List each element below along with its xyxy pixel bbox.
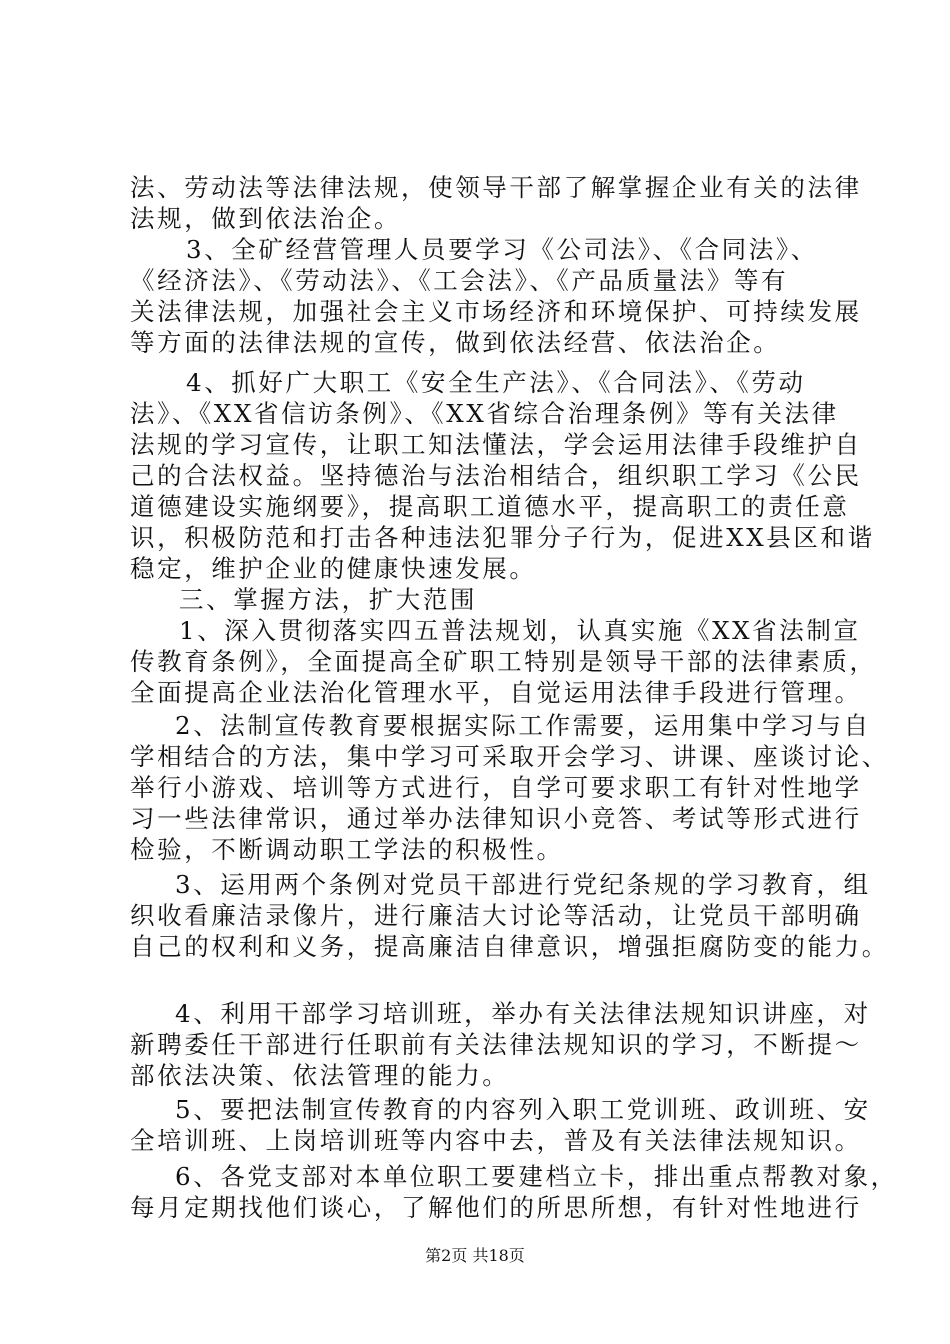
text-line: 稳定，维护企业的健康快速发展。 [130,554,537,583]
text-line: 检验，不断调动职工学法的积极性。 [130,835,564,864]
text-line: 3、运用两个条例对党员干部进行党纪条规的学习教育，组 [175,870,871,899]
text-line: 织收看廉洁录像片，进行廉洁大讨论等活动，让党员干部明确 [130,901,862,930]
text-line: 传教育条例》，全面提高全矿职工特别是领导干部的法律素质， [130,647,877,676]
text-line: 举行小游戏、培训等方式进行，自学可要求职工有针对性地学 [130,773,862,802]
text-line: 5、要把法制宣传教育的内容列入职工党训班、政训班、安 [175,1095,871,1124]
text-line: 1、深入贯彻落实四五普法规划，认真实施《XX省法制宣 [179,616,861,645]
text-line: 全面提高企业法治化管理水平，自觉运用法律手段进行管理。 [130,678,862,707]
text-line: 全培训班、上岗培训班等内容中去，普及有关法律法规知识。 [130,1126,862,1155]
text-line: 部依法决策、依法管理的能力。 [130,1061,510,1090]
text-line: 自己的权利和义务，提高廉洁自律意识，增强拒腐防变的能力。 [130,932,889,961]
text-line: 习一些法律常识，通过举办法律知识小竞答、考试等形式进行 [130,804,862,833]
page-number: 第2页 共18页 [425,1246,525,1265]
text-line: 等方面的法律法规的宣传，做到依法经营、依法治企。 [130,328,781,357]
text-line: 关法律法规，加强社会主义市场经济和环境保护、可持续发展 [130,297,862,326]
text-line: 道德建设实施纲要》，提高职工道德水平，提高职工的责任意 [130,492,850,521]
text-line: 法规的学习宣传，让职工知法懂法，学会运用法律手段维护自 [130,430,862,459]
text-line: 法、劳动法等法律法规，使领导干部了解掌握企业有关的法律 [130,173,862,202]
text-line: 4、抓好广大职工《安全生产法》、《合同法》、《劳动 [186,368,806,397]
text-line: 每月定期找他们谈心，了解他们的所思所想，有针对性地进行 [130,1193,862,1222]
text-line: 法规，做到依法治企。 [130,204,401,233]
text-line: 4、利用干部学习培训班，举办有关法律法规知识讲座，对 [175,999,871,1028]
text-line: 己的合法权益。坚持德治与法治相结合，组织职工学习《公民 [130,461,862,490]
text-line: 新聘委任干部进行任职前有关法律法规知识的学习，不断提～ [130,1030,862,1059]
text-line: 学相结合的方法，集中学习可采取开会学习、讲课、座谈讨论、 [130,742,889,771]
section-heading: 三、掌握方法，扩大范围 [179,585,478,614]
text-line: 识，积极防范和打击各种违法犯罪分子行为，促进XX县区和谐 [130,523,875,552]
text-line: 2、法制宣传教育要根据实际工作需要，运用集中学习与自 [175,711,871,740]
text-line: 3、全矿经营管理人员要学习《公司法》、《合同法》、 [186,235,818,264]
text-line: 法》、《XX省信访条例》、《XX省综合治理条例》等有关法律 [130,399,839,428]
text-line: 《经济法》、《劳动法》、《工会法》、《产品质量法》等有 [130,266,789,295]
text-line: 6、各党支部对本单位职工要建档立卡，排出重点帮教对象， [175,1162,898,1191]
